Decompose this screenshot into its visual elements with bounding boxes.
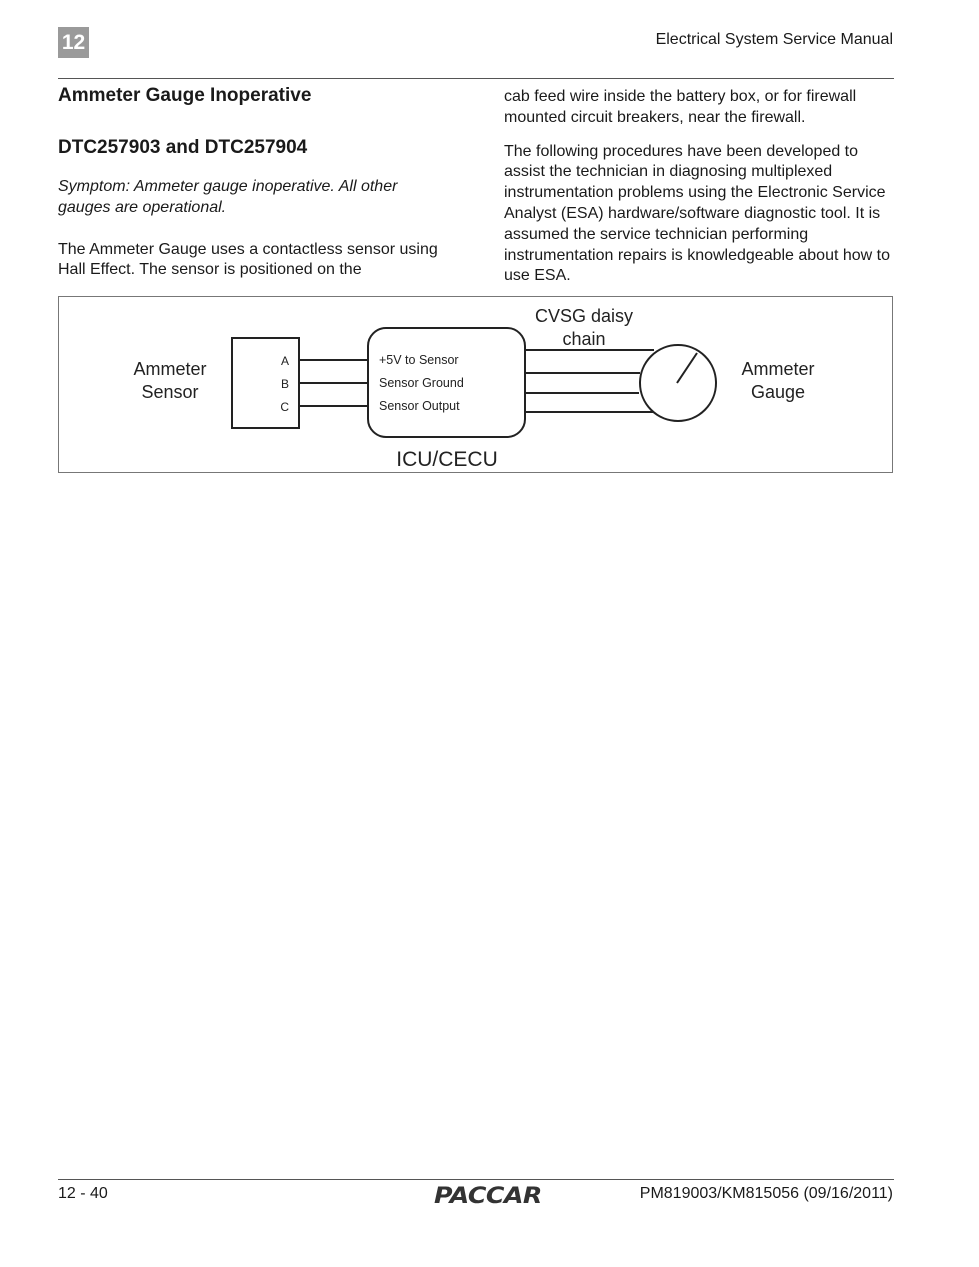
chapter-badge: 12 xyxy=(58,27,89,58)
bus-label-line1: CVSG daisy xyxy=(534,306,634,326)
wiring-diagram xyxy=(58,296,893,473)
diagram-svg xyxy=(59,297,894,474)
signal-5v: +5V to Sensor xyxy=(379,353,459,367)
document-number: PM819003/KM815056 (09/16/2011) xyxy=(639,1185,893,1202)
pin-c-label: C xyxy=(280,400,289,414)
right-column xyxy=(504,87,896,287)
gauge-label-line2: Gauge xyxy=(750,382,806,402)
dtc-heading: DTC257903 and DTC257904 xyxy=(58,137,308,158)
sensor-label-line1: Ammeter xyxy=(133,359,207,379)
page-number: 12 - 40 xyxy=(58,1185,108,1202)
manual-title: Electrical System Service Manual xyxy=(655,31,893,48)
footer-rule xyxy=(58,1179,894,1180)
section-heading: Ammeter Gauge Inoperative xyxy=(58,85,312,106)
procedure-paragraph: The following procedures have been developed to assist the technician in diagnosing multiplexed instrumentation problems using the Electronic Service Analyst (ESA) hardware/software diagnostic tool. It is assumed the service technician performing instrumentation repairs is knowledgeable about how to use ESA. xyxy=(504,142,891,285)
symptom-text: Symptom: Ammeter gauge inoperative. All other gauges are operational. xyxy=(58,178,398,216)
continued-paragraph: cab feed wire inside the battery box, or for firewall mounted circuit breakers, near the firewall. xyxy=(504,88,857,126)
signal-output: Sensor Output xyxy=(379,399,460,413)
left-column xyxy=(58,84,450,281)
signal-ground: Sensor Ground xyxy=(379,376,464,390)
bus-label-line2: chain xyxy=(562,329,606,349)
pin-a-label: A xyxy=(280,354,289,368)
pin-b-label: B xyxy=(280,377,289,391)
gauge-label-line1: Ammeter xyxy=(741,359,815,379)
sensor-label-line2: Sensor xyxy=(141,382,199,402)
header-rule xyxy=(58,78,894,79)
paccar-logo: PACCAR xyxy=(434,1184,542,1209)
module-label: ICU/CECU xyxy=(396,448,498,471)
description-paragraph: The Ammeter Gauge uses a contactless sensor using Hall Effect. The sensor is positioned on the xyxy=(58,240,438,279)
